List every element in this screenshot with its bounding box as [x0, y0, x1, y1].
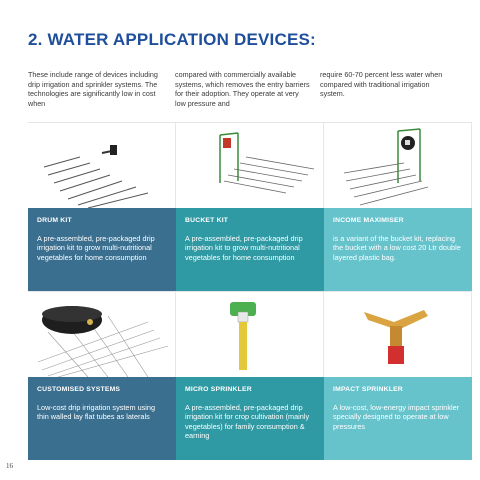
- impact-sprinkler-image: [324, 291, 472, 377]
- page-number: 16: [6, 462, 13, 470]
- micro-sprinkler-title: MICRO SPRINKLER: [185, 386, 252, 393]
- drum-kit-title: DRUM KIT: [37, 217, 72, 224]
- micro-sprinkler-image: [176, 291, 324, 377]
- device-grid: [28, 122, 472, 460]
- impact-sprinkler-title: IMPACT SPRINKLER: [333, 386, 403, 393]
- drum-kit-card: [28, 208, 176, 291]
- bucket-kit-card: [176, 208, 324, 291]
- bucket-kit-title: BUCKET KIT: [185, 217, 229, 224]
- impact-sprinkler-desc: A low-cost, low-energy impact sprinkler specially designed to operate at low pressures: [333, 403, 460, 431]
- income-maximiser-image: [324, 122, 472, 208]
- customised-systems-title: CUSTOMISED SYSTEMS: [37, 386, 121, 393]
- income-maximiser-title: INCOME MAXIMISER: [333, 217, 404, 224]
- intro-text-col2: compared with commercially available systems, which removes the entry barriers for their adoption. They operate at very low pressure and: [175, 70, 310, 108]
- micro-sprinkler-desc: A pre-assembled, pre-packaged drip irrigation kit for crop cultivation (mainly vegetables) for family consumption & earning: [185, 403, 310, 441]
- intro-text-col1: These include range of devices including drip irrigation and sprinkler systems. The technologies are significantly low in cost when: [28, 70, 158, 108]
- section-heading: 2. WATER APPLICATION DEVICES:: [28, 30, 316, 49]
- drum-kit-image: [28, 122, 176, 208]
- customised-systems-image: [28, 291, 176, 377]
- bucket-kit-image: [176, 122, 324, 208]
- impact-sprinkler-card: [324, 377, 472, 460]
- customised-systems-card: [28, 377, 176, 460]
- income-maximiser-desc: is a variant of the bucket kit, replacing the bucket with a low cost 20 Ltr double layered plastic bag.: [333, 234, 461, 262]
- intro-text-col3: require 60-70 percent less water when compared with traditional irrigation system.: [320, 70, 443, 98]
- income-maximiser-card: [324, 208, 472, 291]
- micro-sprinkler-card: [176, 377, 324, 460]
- bucket-kit-desc: A pre-assembled, pre-packaged drip irrigation kit to grow multi-nutritional vegetables for home consumption: [185, 234, 303, 262]
- customised-systems-desc: Low-cost drip irrigation system using thin walled lay flat tubes as laterals: [37, 403, 156, 422]
- drum-kit-desc: A pre-assembled, pre-packaged drip irrigation kit to grow multi-nutritional vegetables for home consumption: [37, 234, 155, 262]
